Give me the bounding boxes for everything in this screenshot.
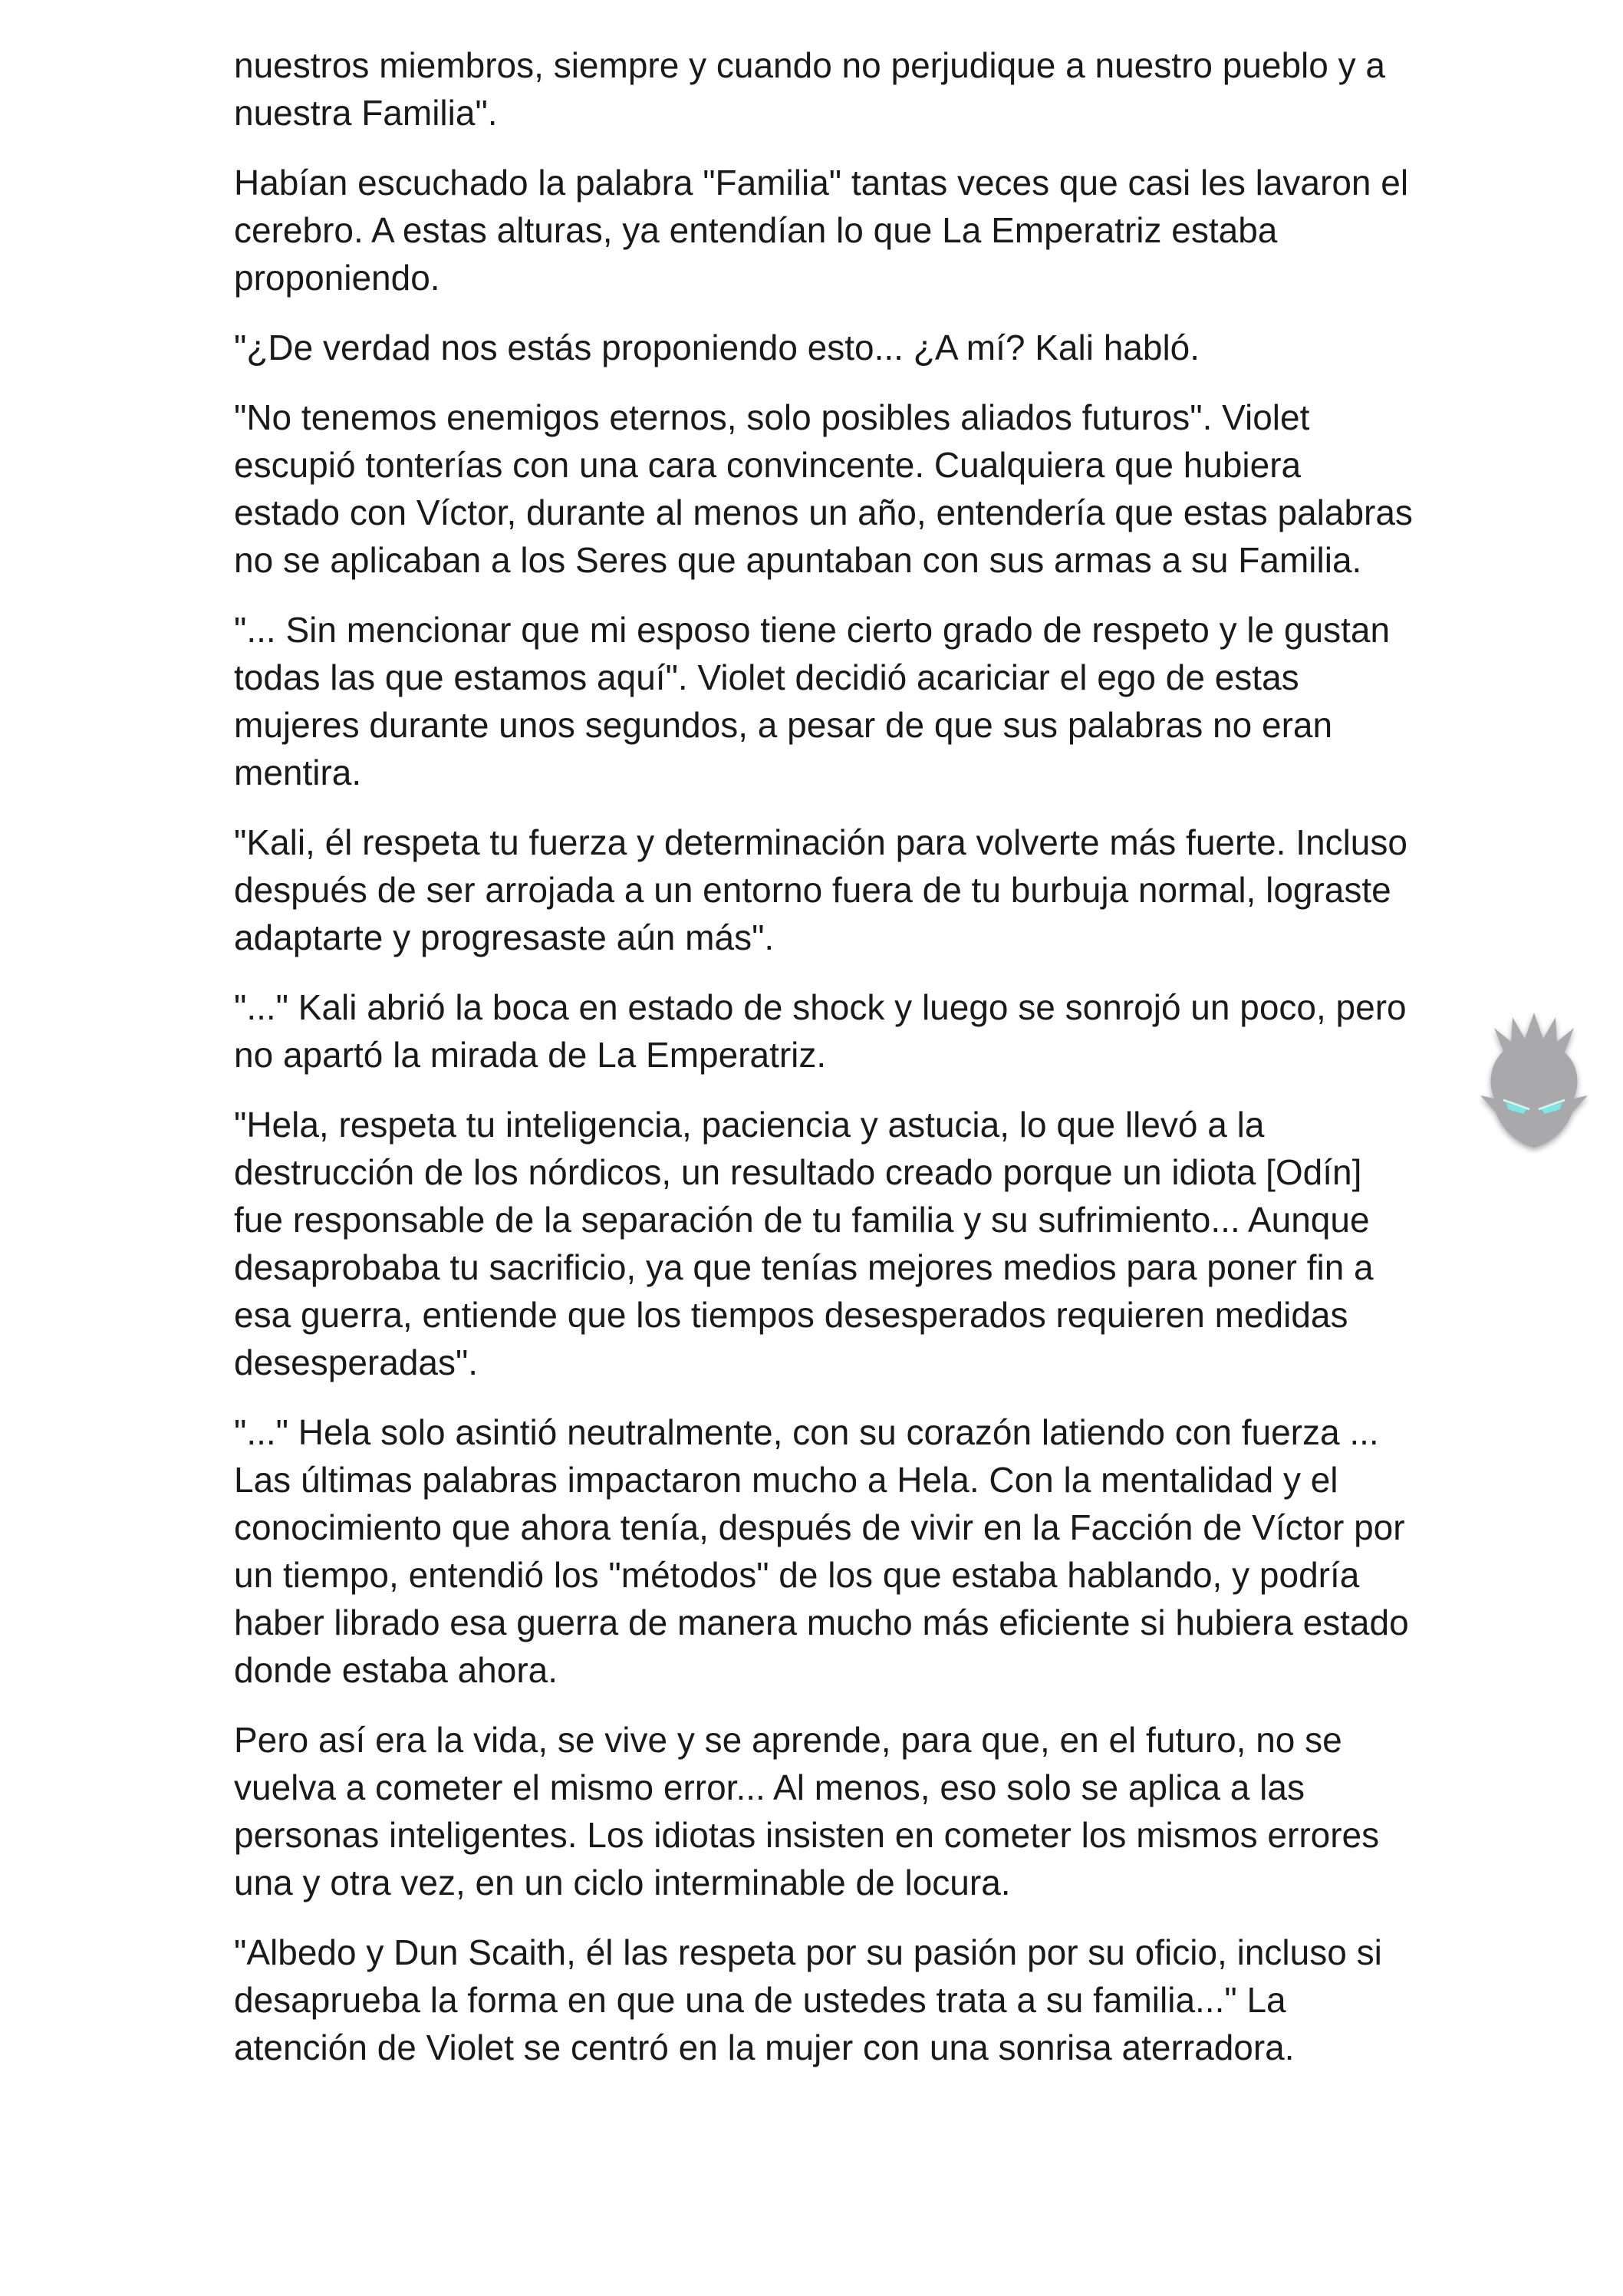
- paragraph: "Albedo y Dun Scaith, él las respeta por su pasión por su oficio, incluso si desaprueba la forma en que una de ustedes trata a su familia..." La atención de Violet se centró en la mujer con una sonrisa aterradora.: [234, 1932, 1382, 2067]
- paragraph: "..." Kali abrió la boca en estado de shock y luego se sonrojó un poco, pero no apartó la mirada de La Emperatriz.: [234, 987, 1407, 1075]
- paragraph: "¿De verdad nos estás proponiendo esto... ¿A mí? Kali habló.: [234, 328, 1200, 367]
- paragraph: Pero así era la vida, se vive y se aprende, para que, en el futuro, no se vuelva a cometer el mismo error... Al menos, eso solo se aplica a las personas inteligentes. Los idiotas insisten en cometer los mismos errores una y otra vez, en un ciclo interminable de locura.: [234, 1720, 1380, 1902]
- paragraph: "No tenemos enemigos eternos, solo posibles aliados futuros". Violet escupió tonterías con una cara convincente. Cualquiera que hubiera estado con Víctor, durante al menos un año, entendería que estas palabras no se aplicaban a los Seres que apuntaban con sus armas a su Familia.: [234, 397, 1413, 580]
- paragraph: "Kali, él respeta tu fuerza y determinación para volverte más fuerte. Incluso después de ser arrojada a un entorno fuera de tu burbuja normal, lograste adaptarte y progresaste aún más".: [234, 822, 1407, 957]
- demon-head-icon: [1473, 997, 1595, 1166]
- paragraph: "..." Hela solo asintió neutralmente, con su corazón latiendo con fuerza ... Las últimas palabras impactaron mucho a Hela. Con la mentalidad y el conocimiento que ahora tenía, después de vivir en la Facción de Víctor por un tiempo, entendió los "métodos" de los que estaba hablando, y podría haber librado esa guerra de manera mucho más eficiente si hubiera estado donde estaba ahora.: [234, 1412, 1409, 1690]
- paragraph: Habían escuchado la palabra "Familia" tantas veces que casi les lavaron el cerebro. A estas alturas, ya entendían lo que La Emperatriz estaba proponiendo.: [234, 163, 1409, 298]
- paragraph: "Hela, respeta tu inteligencia, paciencia y astucia, lo que llevó a la destrucción de los nórdicos, un resultado creado porque un idiota [Odín] fue responsable de la separación de tu familia y su sufrimiento... Aunque desaprobaba tu sacrificio, ya que tenías mejores medios para poner fin a esa guerra, entiende que los tiempos desesperados requieren medidas desesperadas".: [234, 1105, 1374, 1382]
- paragraph: "... Sin mencionar que mi esposo tiene cierto grado de respeto y le gustan todas las que estamos aquí". Violet decidió acariciar el ego de estas mujeres durante unos segundos, a pesar de que sus palabras no eran mentira.: [234, 610, 1391, 792]
- paragraph: nuestros miembros, siempre y cuando no perjudique a nuestro pueblo y a nuestra Familia".: [234, 45, 1385, 133]
- body-text: [234, 41, 1415, 2093]
